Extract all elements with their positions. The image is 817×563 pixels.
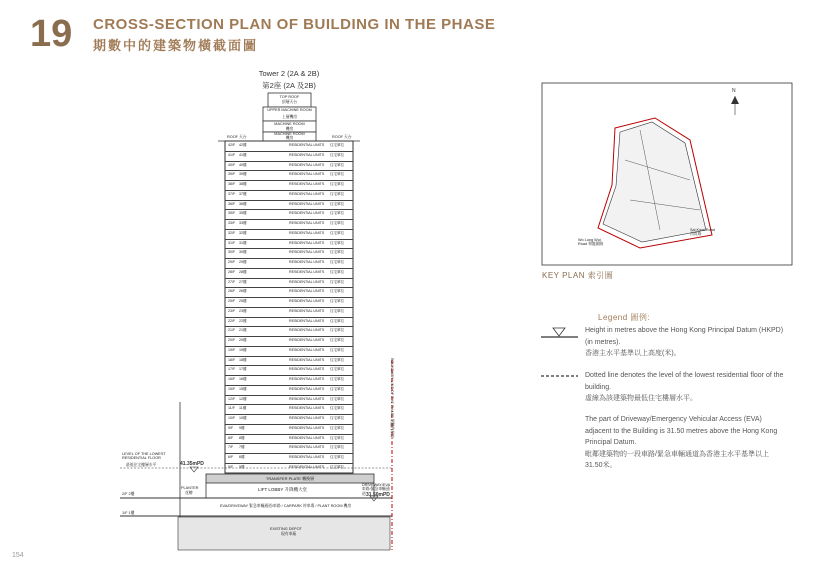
tower-name: Tower 2 (2A & 2B) [258,69,320,78]
residential-units-label: RESIDENTIAL UNITS [289,445,325,450]
roof-label-left: ROOF 天台 [227,135,247,139]
floor-number-zh: 33樓 [239,221,247,225]
floor-number: 27/F [228,279,236,284]
legend-item-driveway-zh: 毗鄰建築物的一段車路/緊急車輛通道為香港主水平基準以上31.50米。 [585,450,769,469]
floor-number-zh: 27樓 [239,279,247,284]
floor-number: 42/F [228,143,236,147]
machine-room-label-zh: 機房 [285,127,294,131]
residential-units-label-zh: 住宅單位 [330,269,345,274]
floor-number: 35/F [228,211,236,216]
lowest-residential-label: LEVEL OF THE LOWEST RESIDENTIAL FLOOR [122,452,166,460]
residential-units-label: RESIDENTIAL UNITS [289,182,325,186]
floor-number: 22/F [228,318,236,323]
residential-units-label: RESIDENTIAL UNITS [289,425,325,430]
floor-number-zh: 30樓 [239,250,247,255]
floor-number-zh: 16樓 [239,377,247,381]
legend-item-dotted-en: Dotted line denotes the level of the lowest residential floor of the building. [585,372,784,391]
residential-units-label-zh: 住宅單位 [330,347,345,352]
floor-number: 19/F [228,347,236,352]
residential-units-label: RESIDENTIAL UNITS [289,250,325,255]
residential-units-label-zh: 住宅單位 [330,406,345,411]
legend-item-dotted-zh: 虛線為該建築物最低住宅樓層水平。 [585,395,697,402]
floor-number-zh: 39樓 [239,172,247,177]
residential-units-label-zh: 住宅單位 [330,357,345,362]
residential-units-label: RESIDENTIAL UNITS [289,367,325,372]
floor-number-zh: 20樓 [239,338,247,342]
residential-units-label-zh: 住宅單位 [330,191,345,196]
floor-number-zh: 31樓 [239,240,247,245]
residential-units-label: RESIDENTIAL UNITS [289,269,325,274]
residential-units-label: RESIDENTIAL UNITS [289,455,325,459]
floor-number: 21/F [228,328,236,333]
legend-item-height-en: Height in metres above the Hong Kong Principal Datum (HKPD) (in metres). [585,327,784,346]
residential-units-label: RESIDENTIAL UNITS [289,279,325,284]
floor-number-zh: 7樓 [239,445,245,450]
residential-units-label-zh: 住宅單位 [330,279,345,284]
north-label: N [732,88,736,94]
floor-number: 40/F [228,162,236,167]
residential-units-label: RESIDENTIAL UNITS [289,230,325,235]
floor-number-zh: 6樓 [239,455,245,459]
floor-number: 5/F [228,464,234,469]
top-roof-label-zh: 頂層天台 [281,100,298,104]
floor-number: 28/F [228,269,236,274]
residential-units-label: RESIDENTIAL UNITS [289,240,325,245]
floor-number: 33/F [228,221,236,225]
legend-item-driveway [585,414,785,472]
floor-number-zh: 26樓 [239,289,247,294]
floor-number-zh: 8樓 [239,435,245,440]
residential-units-label: RESIDENTIAL UNITS [289,162,325,167]
residential-units-label: RESIDENTIAL UNITS [289,289,325,294]
residential-units-label-zh: 住宅單位 [330,211,345,216]
legend-item-driveway-en: The part of Driveway/Emergency Vehicular Access (EVA) adjacent to the Building is 31.50 metres above the Hong Kong Principal Datum. [585,416,778,446]
floor-number-zh: 37樓 [239,191,247,196]
residential-units-label-zh: 住宅單位 [330,240,345,245]
residential-units-label: RESIDENTIAL UNITS [289,201,325,206]
residential-units-label-zh: 住宅單位 [330,455,345,459]
floor-number: 10/F [228,416,236,420]
residential-units-label: RESIDENTIAL UNITS [289,260,325,264]
residential-units-label: RESIDENTIAL UNITS [289,338,325,342]
floor-number-zh: 11樓 [239,406,247,411]
residential-units-label: RESIDENTIAL UNITS [289,211,325,216]
floor-row [225,463,353,474]
floor-number-zh: 32樓 [239,230,247,235]
road-left-label: Wo Lung Wui Road 和龍圍路 [578,238,604,246]
residential-units-label-zh: 住宅單位 [330,445,345,450]
eva-carpark-label: EVA/DRIVEWAY 緊急車輛通道/車路 / CARPARK 停車場 / PLANT ROOM 機房 [220,504,352,508]
existing-depot-label-zh: 現有車廠 [281,532,297,536]
page-title: CROSS-SECTION PLAN OF BUILDING IN THE PHASE [93,16,496,33]
floor-number: 15/F [228,386,236,391]
floor-number-zh: 29樓 [239,260,247,264]
top-roof-label: TOP ROOF [279,95,300,99]
floor-number-zh: 17樓 [239,367,247,372]
residential-units-label: RESIDENTIAL UNITS [289,357,325,362]
residential-units-label-zh: 住宅單位 [330,377,345,381]
residential-units-label: RESIDENTIAL UNITS [289,416,325,420]
residential-units-label-zh: 住宅單位 [330,230,345,235]
residential-units-label-zh: 住宅單位 [330,367,345,372]
floor-number-zh: 9樓 [239,425,245,430]
residential-units-label: RESIDENTIAL UNITS [289,172,325,177]
floor-number: 37/F [228,191,236,196]
page-number: 154 [12,552,24,559]
residential-units-label: RESIDENTIAL UNITS [289,377,325,381]
residential-units-label-zh: 住宅單位 [330,221,345,225]
floor-number-zh: 23樓 [239,308,247,313]
floor-1f-label: 1/F 1樓 [122,511,135,515]
floor-number: 36/F [228,201,236,206]
legend-title: Legend 圖例: [598,313,651,322]
floor-number-zh: 25樓 [239,299,247,303]
floor-number: 16/F [228,377,236,381]
floor-number-zh: 36樓 [239,201,247,206]
lift-lobby-label: LIFT LOBBY 升降機大堂 [258,487,308,492]
floor-number: 11/F [228,406,235,411]
floor-number: 7/F [228,445,234,450]
machine-room-lower-label: MACHINE ROOM [274,132,305,136]
tower-name-zh: 第2座 (2A 及2B) [262,81,316,90]
residential-units-label-zh: 住宅單位 [330,435,345,440]
residential-units-label: RESIDENTIAL UNITS [289,299,325,303]
floor-number: 32/F [228,230,236,235]
page-title-zh: 期數中的建築物橫截面圖 [93,38,259,53]
residential-units-label-zh: 住宅單位 [330,425,345,430]
residential-units-label-zh: 住宅單位 [330,162,345,167]
residential-units-label-zh: 住宅單位 [330,318,345,323]
floor-number: 26/F [228,289,236,294]
floor-number-zh: 10樓 [239,416,247,420]
floor-number: 6/F [228,455,234,459]
floor-number-zh: 15樓 [239,386,247,391]
floor-number: 41/F [228,152,236,157]
residential-units-label-zh: 住宅單位 [330,250,345,255]
existing-depot-label: EXISTING DEPOT [270,527,302,531]
residential-units-label-zh: 住宅單位 [330,386,345,391]
machine-room-label: MACHINE ROOM [274,122,305,126]
driveway-label: DRIVEWAY/EVA 車路/緊急車輛通道 [362,483,390,496]
residential-units-label: RESIDENTIAL UNITS [289,143,325,147]
floor-number: 12/F [228,396,236,401]
legend-item-dotted [585,370,785,405]
floor-number-zh: 22樓 [239,318,247,323]
residential-units-label: RESIDENTIAL UNITS [289,386,325,391]
floor-number-zh: 19樓 [239,347,247,352]
floor-number: 39/F [228,172,236,177]
floor-number: 29/F [228,260,236,264]
floor-number: 17/F [228,367,236,372]
floor-number: 18/F [228,357,236,362]
floor-number: 30/F [228,250,236,255]
floor-number-zh: 40樓 [239,162,247,167]
residential-units-label: RESIDENTIAL UNITS [289,406,325,411]
floor-number-zh: 18樓 [239,357,247,362]
machine-room-lower-label-zh: 機房 [285,136,294,140]
boundary-line-label: BOUNDARY LINE OF THE PHASE 期數的界線 [390,358,394,438]
floor-2f-label: 2/F 2樓 [122,492,135,496]
roof-label-right: ROOF 天台 [332,135,352,139]
residential-units-label-zh: 住宅單位 [330,308,345,313]
residential-units-label: RESIDENTIAL UNITS [289,308,325,313]
floor-number: 23/F [228,308,236,313]
road-right-label: Sai Kwai Road 西貴路 [690,228,715,236]
floor-number: 20/F [228,338,236,342]
floor-number: 25/F [228,299,236,303]
residential-units-label-zh: 住宅單位 [330,299,345,303]
residential-units-label: RESIDENTIAL UNITS [289,347,325,352]
transfer-plate-label: TRANSFER PLATE 轉換層 [265,476,315,481]
legend-item-height-zh: 香港主水平基準以上高度(米)。 [585,350,681,357]
residential-units-label: RESIDENTIAL UNITS [289,152,325,157]
floor-number-zh: 42樓 [239,143,247,147]
residential-units-label-zh: 住宅單位 [330,182,345,186]
residential-units-label: RESIDENTIAL UNITS [289,396,325,401]
residential-units-label: RESIDENTIAL UNITS [289,221,325,225]
section-number: 19 [30,13,73,55]
key-plan-title: KEY PLAN 索引圖 [542,271,614,280]
floor-number-zh: 28樓 [239,269,247,274]
planter-label-zh: 花槽 [185,491,193,495]
driveway-level-value: 31.50mPD [366,492,390,498]
residential-units-label-zh: 住宅單位 [330,260,345,264]
residential-units-label-zh: 住宅單位 [330,416,345,420]
residential-units-label: RESIDENTIAL UNITS [289,435,325,440]
residential-units-label-zh: 住宅單位 [330,143,345,147]
residential-units-label-zh: 住宅單位 [330,396,345,401]
planter-label: PLANTER [181,486,199,490]
floor-number-zh: 21樓 [239,328,247,333]
residential-units-label: RESIDENTIAL UNITS [289,464,325,469]
residential-units-label: RESIDENTIAL UNITS [289,318,325,323]
floor-number-zh: 12樓 [239,396,247,401]
upper-machine-room-label-zh: 上層機房 [281,115,298,119]
floor-number: 9/F [228,425,234,430]
floor-number-zh: 5樓 [239,464,245,469]
floor-number-zh: 35樓 [239,211,247,216]
legend-item-height [585,325,785,360]
residential-units-label-zh: 住宅單位 [330,289,345,294]
residential-units-label-zh: 住宅單位 [330,201,345,206]
upper-machine-room-label: UPPER MACHINE ROOM [267,108,312,112]
floor-number: 8/F [228,435,234,440]
lowest-level-value: 41.35mPD [180,461,204,467]
residential-units-label-zh: 住宅單位 [330,152,345,157]
residential-units-label-zh: 住宅單位 [330,172,345,177]
floor-number: 31/F [228,240,236,245]
floor-number-zh: 38樓 [239,182,247,186]
floor-number: 38/F [228,182,236,186]
floor-number-zh: 41樓 [239,152,247,157]
residential-units-label-zh: 住宅單位 [330,464,345,469]
residential-units-label: RESIDENTIAL UNITS [289,328,325,333]
residential-units-label-zh: 住宅單位 [330,338,345,342]
residential-units-label-zh: 住宅單位 [330,328,345,333]
lowest-residential-label-zh: 最低住宅樓層水平 [126,463,157,467]
residential-units-label: RESIDENTIAL UNITS [289,191,325,196]
